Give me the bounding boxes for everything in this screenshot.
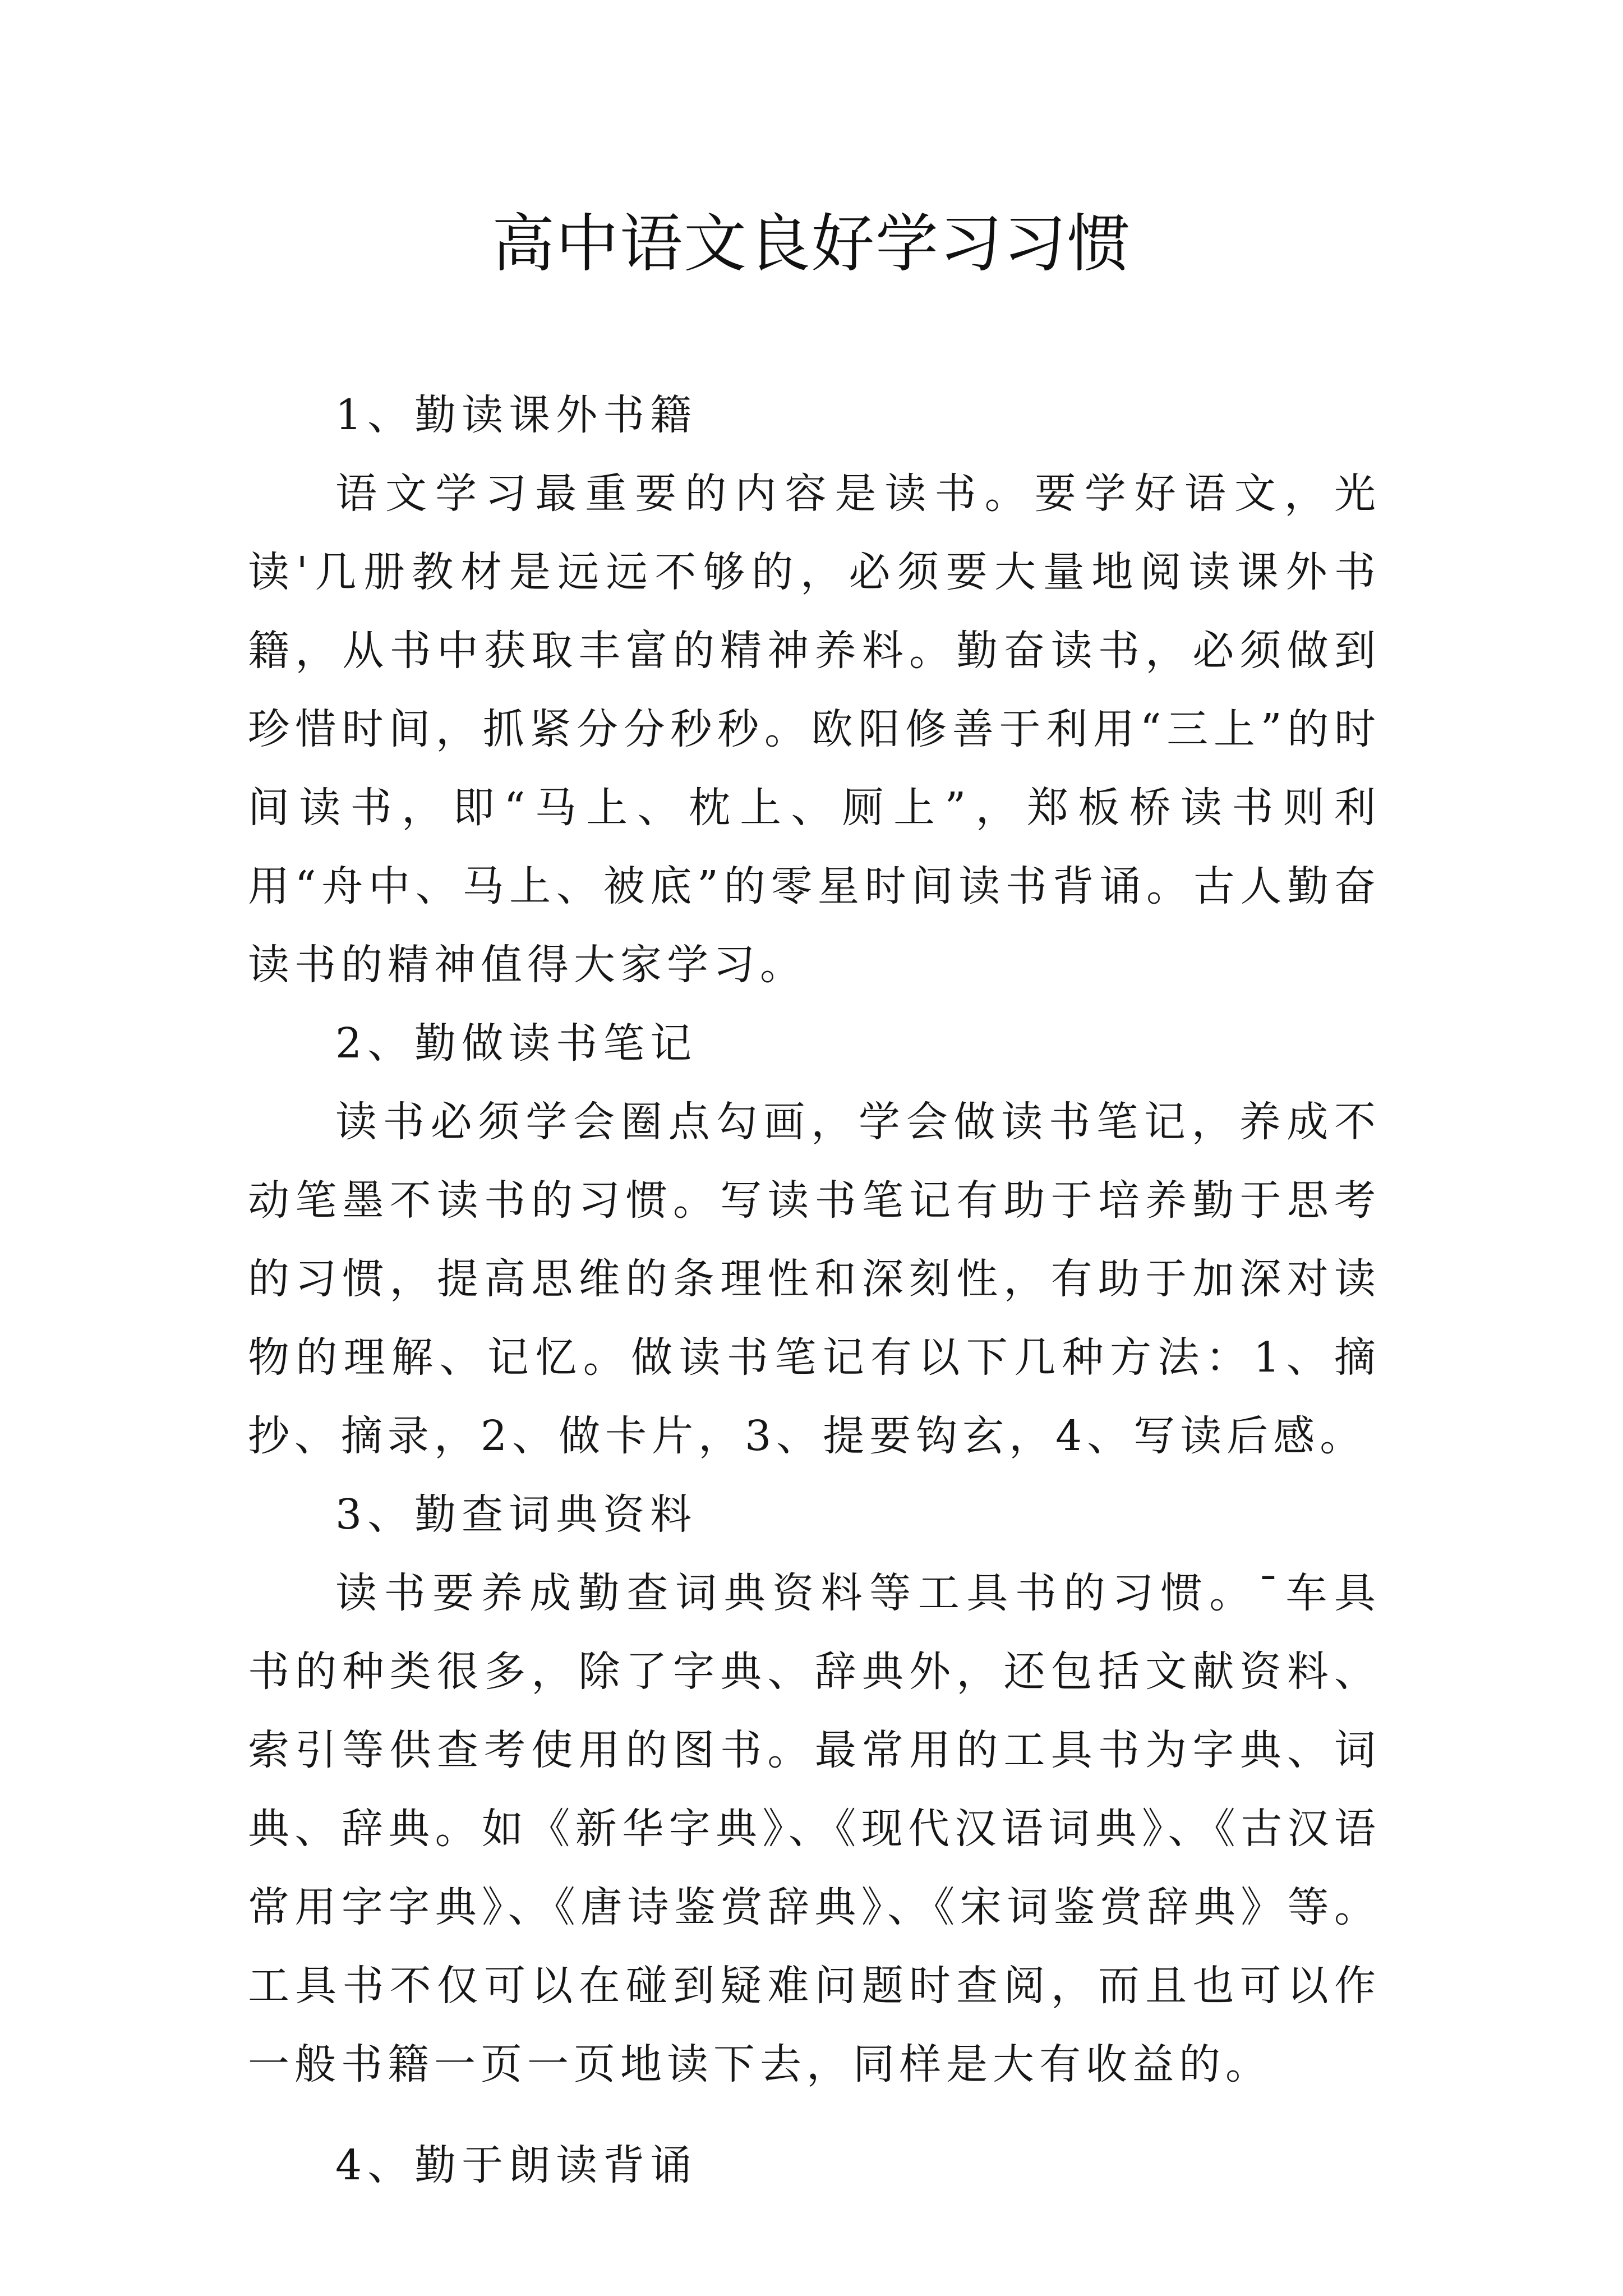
section-paragraph-2: 读书必须学会圈点勾画，学会做读书笔记，养成不动笔墨不读书的习惯。写读书笔记有助于培养勤于思考的习惯，提高思维的条理性和深刻性，有助于加深对读物的理解、记忆。做读书笔记有以下几种方法：1、摘抄、摘录，2、做卡片，3、提要钩玄，4、写读后感。 [248, 1098, 1381, 1460]
section-heading-3: 3、勤查词典资料 [335, 1490, 698, 1539]
section-heading-4: 4、勤于朗读背诵 [335, 2141, 698, 2189]
document-body [248, 376, 1381, 2205]
section-paragraph-1: 语文学习最重要的内容是读书。要学好语文，光读'几册教材是远远不够的，必须要大量地阅读课外书籍，从书中获取丰富的精神养料。勤奋读书，必须做到珍惜时间，抓紧分分秒秒。欧阳修善于利用“三上”的时间读书，即“马上、枕上、厕上”，郑板桥读书则利用“舟中、马上、被底”的零星时间读书背诵。古人勤奋读书的精神值得大家学习。 [248, 470, 1381, 989]
section-heading-1: 1、勤读课外书籍 [335, 391, 698, 439]
section-heading-2: 2、勤做读书笔记 [335, 1019, 698, 1068]
document-title: 高中语文良好学习习惯 [492, 208, 1131, 280]
section-paragraph-3: 读书要养成勤查词典资料等工具书的习惯。¯车具书的种类很多，除了字典、辞典外，还包括文献资料、索引等供查考使用的图书。最常用的工具书为字典、词典、辞典。如《新华字典》、《现代汉语词典》、《古汉语常用字字典》、《唐诗鉴赏辞典》、《宋词鉴赏辞典》等。工具书不仅可以在碰到疑难问题时查阅，而且也可以作一般书籍一页一页地读下去，同样是大有收益的。 [248, 1569, 1381, 2088]
